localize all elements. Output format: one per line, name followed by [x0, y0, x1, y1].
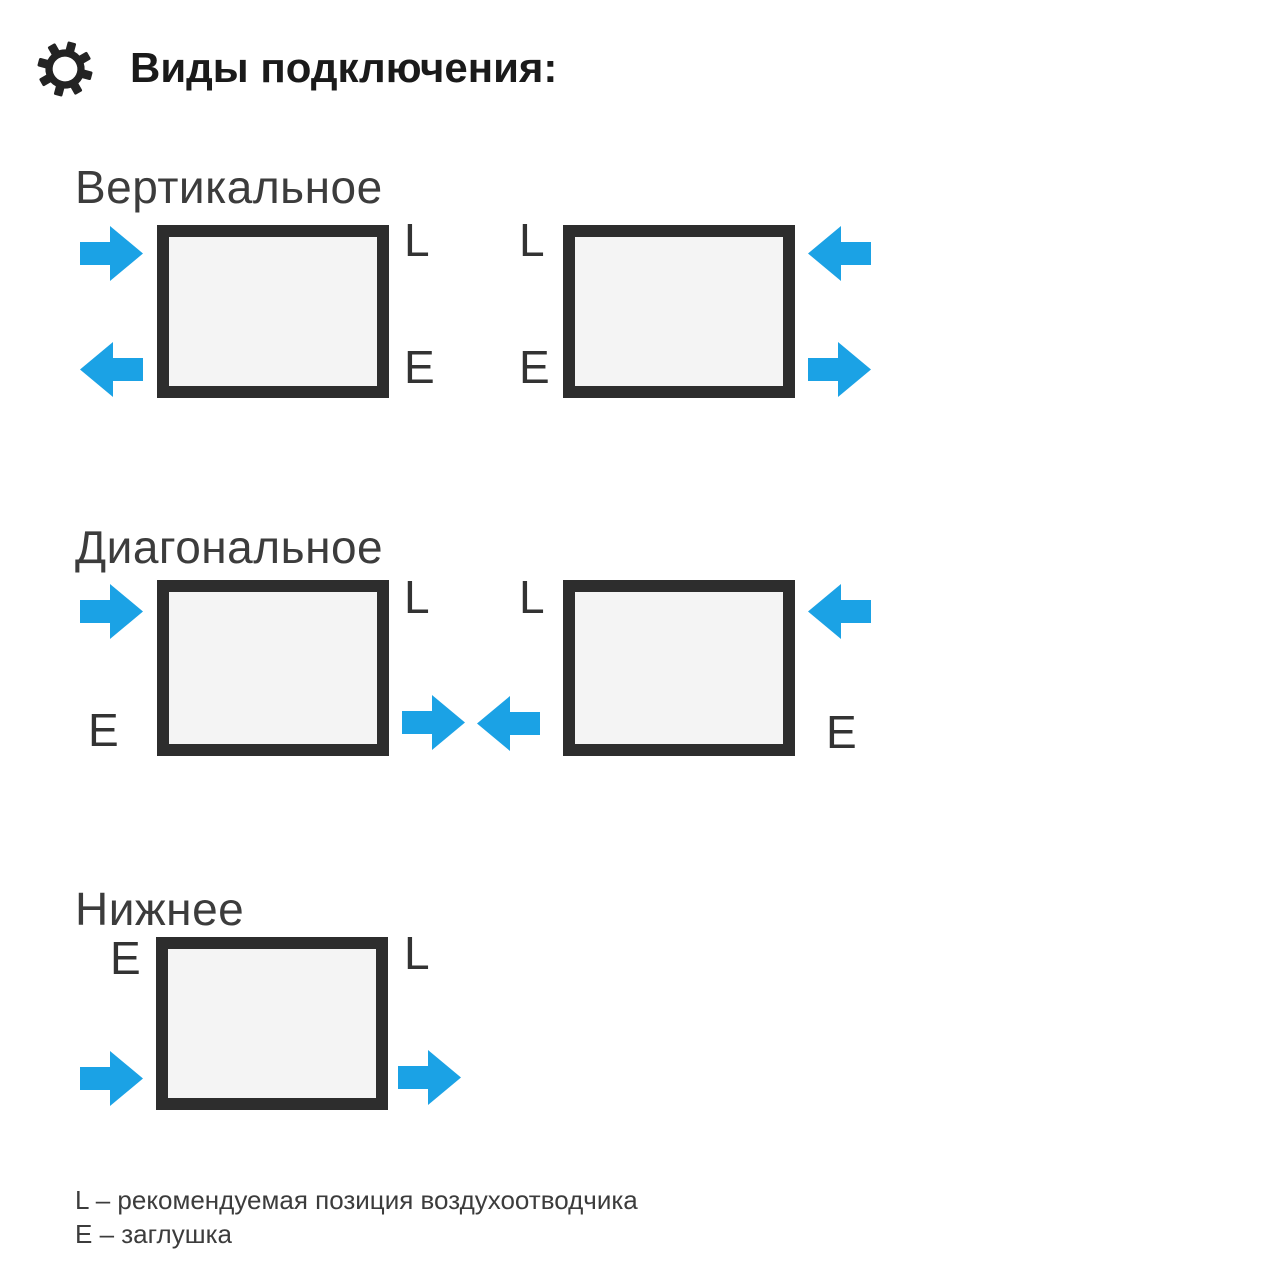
radiator-rect — [563, 580, 795, 756]
gear-icon — [34, 38, 96, 100]
legend-line-e: E – заглушка — [75, 1219, 232, 1249]
section-title-vertical: Вертикальное — [75, 161, 383, 213]
section-title-bottom: Нижнее — [75, 883, 245, 935]
label-l: L — [404, 214, 430, 266]
legend-line-l: L – рекомендуемая позиция воздухоотводчика — [75, 1185, 638, 1215]
arrow-left-icon — [80, 342, 143, 397]
arrow-right-icon — [808, 342, 871, 397]
arrow-right-icon — [80, 584, 143, 639]
section-title-diagonal: Диагональное — [75, 521, 384, 573]
label-l: L — [404, 571, 430, 623]
arrow-right-icon — [80, 1051, 143, 1106]
label-l: L — [519, 571, 545, 623]
arrow-right-icon — [80, 226, 143, 281]
arrow-right-icon — [402, 695, 465, 750]
arrow-left-icon — [808, 584, 871, 639]
page-title: Виды подключения: — [130, 44, 558, 91]
arrow-right-icon — [398, 1050, 461, 1105]
radiator-rect — [563, 225, 795, 398]
label-l: L — [404, 927, 430, 979]
legend — [75, 1183, 638, 1251]
radiator-rect — [157, 225, 389, 398]
label-e: E — [88, 704, 119, 756]
radiator-rect — [156, 937, 388, 1110]
radiator-rect — [157, 580, 389, 756]
label-e: E — [404, 341, 435, 393]
label-e: E — [519, 341, 550, 393]
label-l: L — [519, 214, 545, 266]
label-e: E — [110, 932, 141, 984]
label-e: E — [826, 706, 857, 758]
arrow-left-icon — [808, 226, 871, 281]
arrow-left-icon — [477, 696, 540, 751]
